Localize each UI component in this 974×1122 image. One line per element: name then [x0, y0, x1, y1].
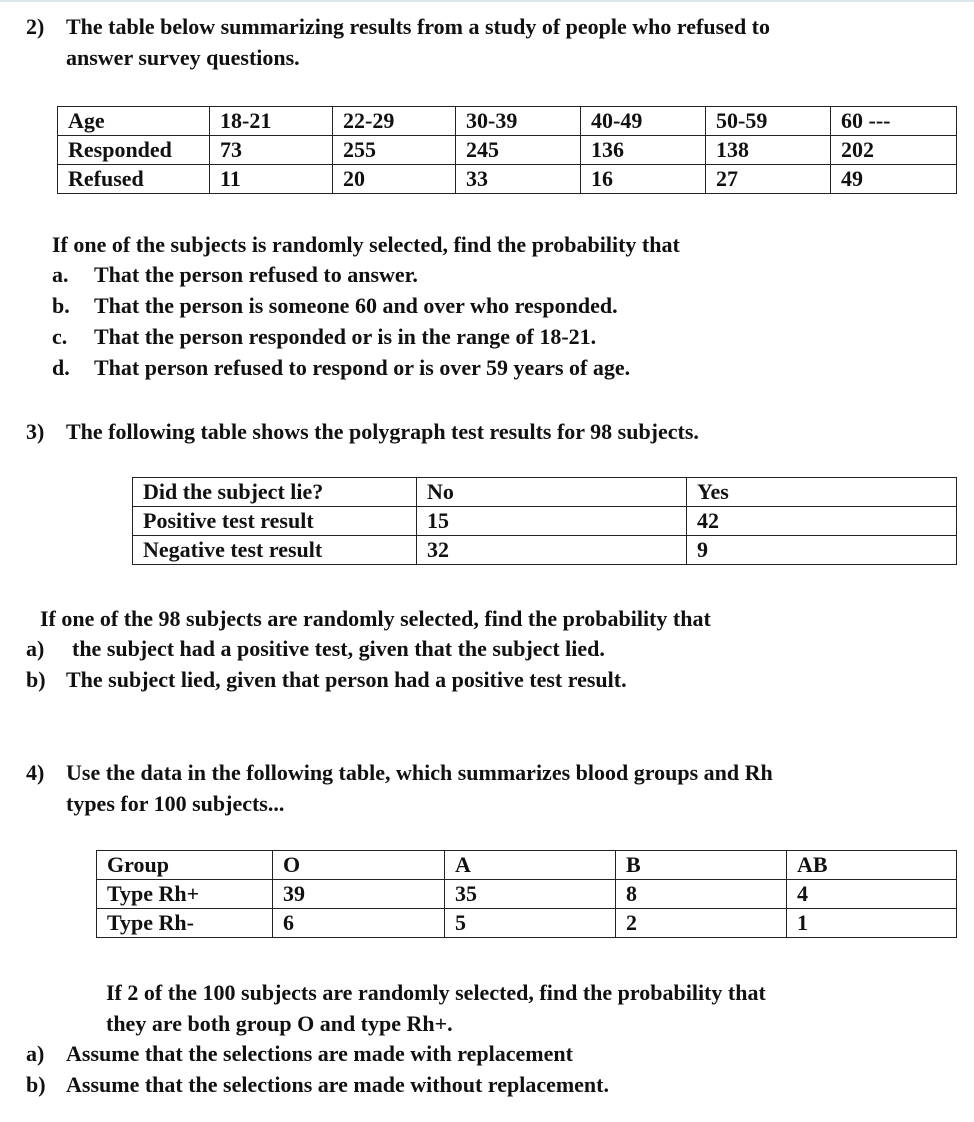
table-cell: A [445, 851, 616, 880]
probability-prompt: they are both group O and type Rh+. [106, 1011, 453, 1036]
table-cell: Yes [687, 478, 957, 507]
blood-group-table [96, 850, 957, 938]
table-cell: 11 [210, 165, 333, 194]
table-row [133, 536, 957, 565]
table-cell: Positive test result [133, 507, 417, 536]
table-cell: 60 --- [831, 107, 957, 136]
table-cell: 42 [687, 507, 957, 536]
table-cell: 2 [616, 909, 787, 938]
table-row [97, 909, 957, 938]
table-row [58, 136, 957, 165]
question-text: Use the data in the following table, which summarizes blood groups and Rh [66, 760, 773, 785]
probability-prompt: If 2 of the 100 subjects are randomly selected, find the probability that [106, 980, 766, 1005]
table-cell: 1 [787, 909, 957, 938]
question-text: The following table shows the polygraph test results for 98 subjects. [66, 419, 699, 444]
list-item-text: That the person refused to answer. [94, 262, 418, 287]
question-number: 3) [26, 419, 45, 444]
list-item [52, 324, 596, 350]
table-cell: Responded [58, 136, 210, 165]
table-cell: 18-21 [210, 107, 333, 136]
table-cell: 73 [210, 136, 333, 165]
list-item [52, 355, 630, 381]
table-cell: 136 [581, 136, 706, 165]
list-item-text: Assume that the selections are made without replacement. [66, 1072, 609, 1097]
table-row [97, 851, 957, 880]
table-cell: 30-39 [456, 107, 581, 136]
table-cell: Refused [58, 165, 210, 194]
list-item-label: b) [26, 667, 46, 692]
table-cell: Type Rh- [97, 909, 273, 938]
table-cell: 5 [445, 909, 616, 938]
table-cell: 8 [616, 880, 787, 909]
table-cell: 6 [273, 909, 445, 938]
table-cell: 9 [687, 536, 957, 565]
table-cell: 49 [831, 165, 957, 194]
table-cell: Did the subject lie? [133, 478, 417, 507]
table-cell: 255 [333, 136, 456, 165]
table-cell: 35 [445, 880, 616, 909]
list-item-label: d. [52, 355, 70, 380]
top-border-line [0, 0, 974, 2]
table-cell: B [616, 851, 787, 880]
table-row [133, 507, 957, 536]
table-cell: 22-29 [333, 107, 456, 136]
list-item-label: a. [52, 262, 69, 287]
list-item-text: That person refused to respond or is over 59 years of age. [94, 355, 631, 380]
list-item-label: b. [52, 293, 70, 318]
table-row [58, 107, 957, 136]
table-cell: O [273, 851, 445, 880]
question-text: types for 100 subjects... [66, 791, 285, 816]
table-cell: AB [787, 851, 957, 880]
probability-prompt: If one of the 98 subjects are randomly selected, find the probability that [40, 606, 711, 631]
table-cell: 20 [333, 165, 456, 194]
list-item-text: That the person responded or is in the range of 18-21. [94, 324, 597, 349]
list-item [26, 636, 605, 662]
list-item-text: the subject had a positive test, given that the subject lied. [72, 636, 605, 661]
question-number: 4) [26, 760, 45, 785]
list-item [52, 262, 418, 288]
table-cell: 16 [581, 165, 706, 194]
question-number: 2) [26, 14, 45, 39]
polygraph-table [132, 477, 957, 565]
table-cell: 39 [273, 880, 445, 909]
list-item [26, 1072, 609, 1098]
list-item-label: b) [26, 1072, 46, 1097]
table-cell: 27 [706, 165, 831, 194]
table-cell: 50-59 [706, 107, 831, 136]
list-item-label: a) [26, 636, 45, 661]
question-text: answer survey questions. [66, 45, 300, 70]
table-row [97, 880, 957, 909]
table-cell: Type Rh+ [97, 880, 273, 909]
survey-table [57, 106, 957, 194]
table-cell: 33 [456, 165, 581, 194]
list-item [26, 667, 627, 693]
table-cell: Age [58, 107, 210, 136]
table-cell: 15 [417, 507, 687, 536]
probability-prompt: If one of the subjects is randomly selected, find the probability that [52, 232, 680, 257]
table-cell: 138 [706, 136, 831, 165]
table-cell: 32 [417, 536, 687, 565]
table-cell: No [417, 478, 687, 507]
table-row [133, 478, 957, 507]
table-cell: 40-49 [581, 107, 706, 136]
list-item-text: That the person is someone 60 and over who responded. [94, 293, 618, 318]
list-item-text: Assume that the selections are made with replacement [66, 1041, 573, 1066]
table-cell: 4 [787, 880, 957, 909]
table-cell: Group [97, 851, 273, 880]
list-item-label: c. [52, 324, 68, 349]
table-cell: Negative test result [133, 536, 417, 565]
list-item [52, 293, 618, 319]
question-text: The table below summarizing results from a study of people who refused to [66, 14, 770, 39]
table-cell: 202 [831, 136, 957, 165]
list-item [26, 1041, 573, 1067]
table-row [58, 165, 957, 194]
list-item-text: The subject lied, given that person had a positive test result. [66, 667, 627, 692]
list-item-label: a) [26, 1041, 45, 1066]
table-cell: 245 [456, 136, 581, 165]
